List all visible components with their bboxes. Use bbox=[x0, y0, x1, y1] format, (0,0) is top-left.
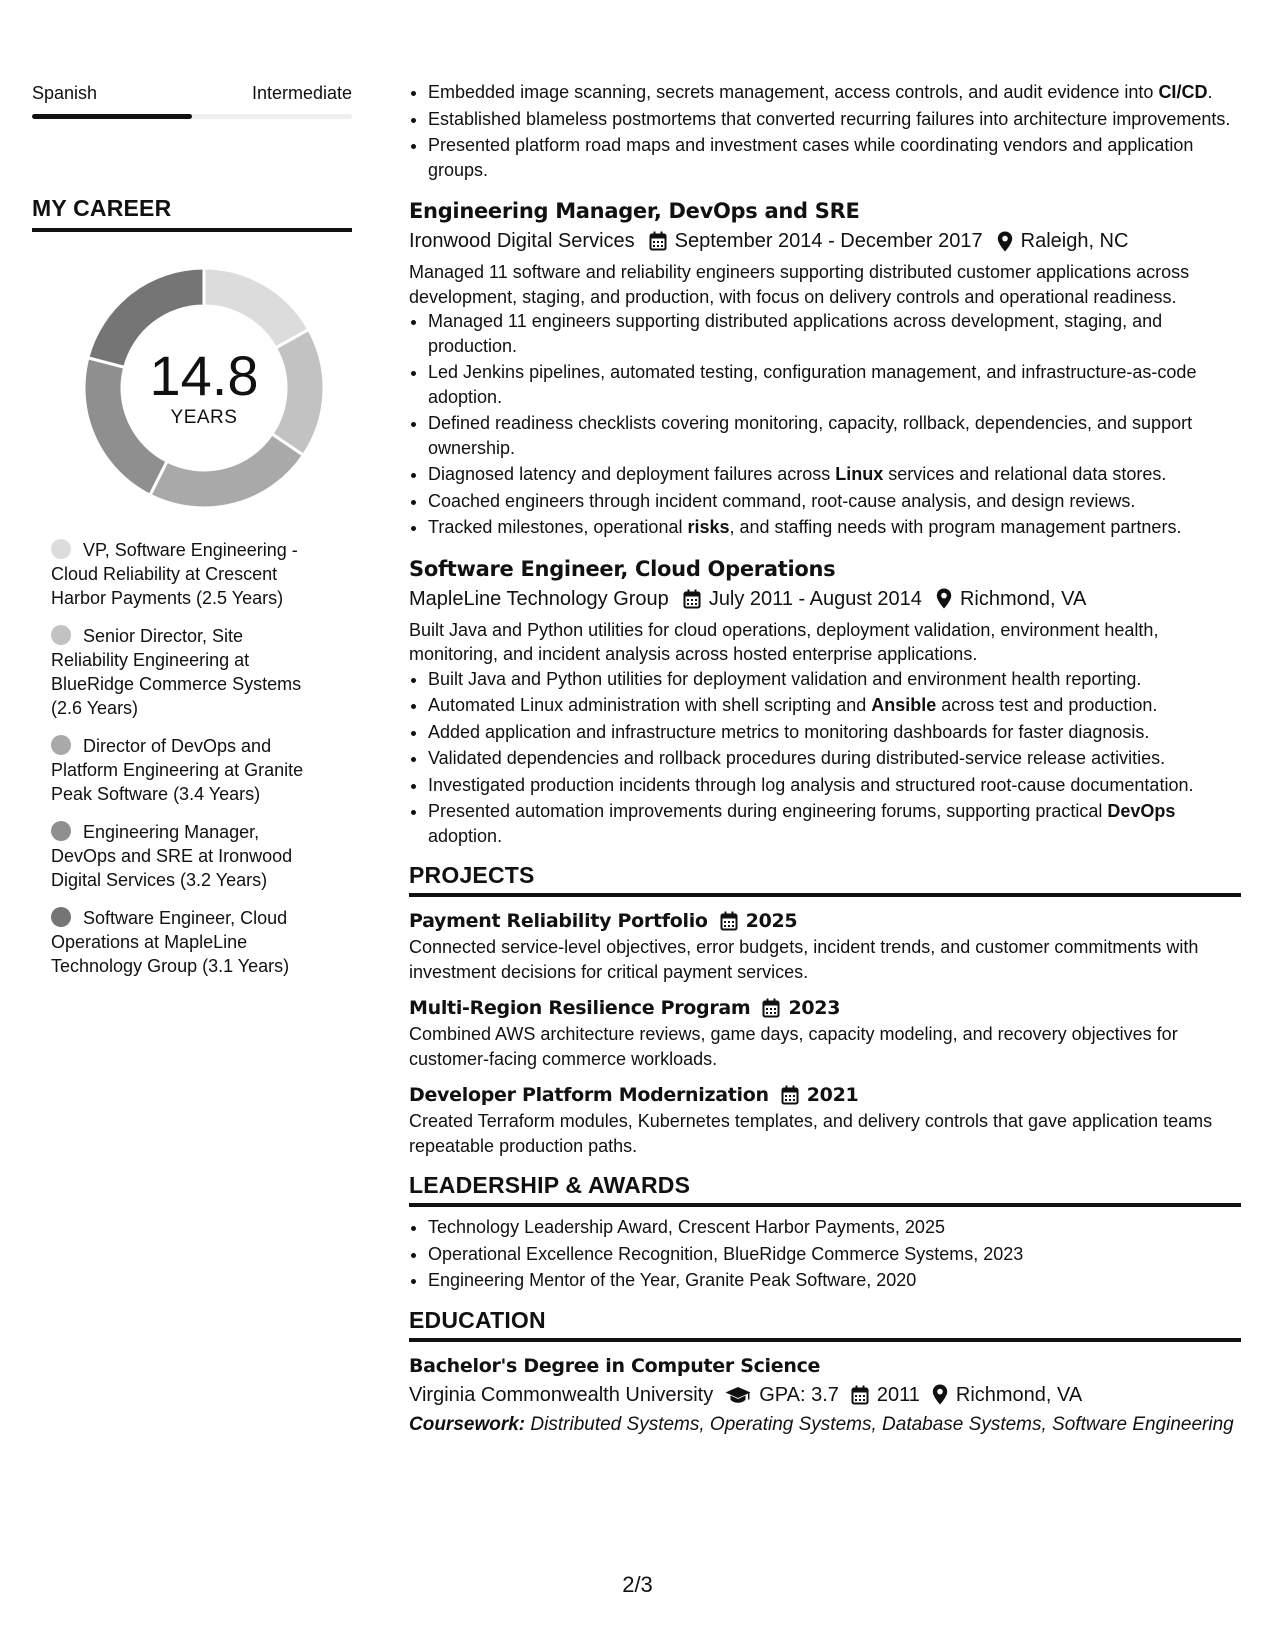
bullet-text: Investigated production incidents through log analysis and structured root-cause documentation. bbox=[428, 774, 1194, 795]
bullet-bold-text: DevOps bbox=[1107, 801, 1176, 821]
bullet-text: Defined readiness checklists covering monitoring, capacity, rollback, dependencies, and support ownership. bbox=[428, 413, 1193, 458]
education-location: Richmond, VA bbox=[955, 1383, 1083, 1406]
bullet-text: Validated dependencies and rollback procedures during distributed-service release activities. bbox=[428, 748, 1166, 768]
project-title-row bbox=[409, 994, 1241, 1022]
calendar-icon bbox=[649, 231, 667, 251]
coursework-label: Coursework: bbox=[409, 1413, 526, 1435]
job-bullets bbox=[409, 667, 1241, 849]
career-legend-item bbox=[51, 538, 321, 610]
career-total-value: 14.8 bbox=[149, 344, 259, 407]
bullet-item bbox=[428, 462, 1241, 487]
bullet-text-tail: across test and production. bbox=[936, 695, 1158, 715]
degree-title: Bachelor's Degree in Computer Science bbox=[409, 1354, 821, 1377]
project-year: 2025 bbox=[745, 910, 798, 932]
bullet-text: Presented automation improvements during engineering forums, supporting practical bbox=[428, 801, 1108, 821]
career-legend-label: Engineering Manager, DevOps and SRE at Ironwood Digital Services (3.2 Years) bbox=[51, 822, 293, 890]
prior-job-bullets bbox=[409, 80, 1241, 182]
project-year: 2023 bbox=[788, 997, 841, 1019]
bullet-text-tail: services and relational data stores. bbox=[883, 464, 1167, 484]
bullet-text: Embedded image scanning, secrets management, access controls, and audit evidence into bbox=[428, 82, 1159, 102]
career-legend-item bbox=[51, 820, 321, 892]
language-row bbox=[32, 80, 352, 106]
legend-dot bbox=[51, 735, 71, 755]
graduation-year: 2011 bbox=[876, 1383, 920, 1406]
legend-dot bbox=[51, 539, 71, 559]
bullet-item bbox=[428, 693, 1241, 718]
awards-heading: LEADERSHIP & AWARDS bbox=[409, 1172, 1241, 1207]
projects-heading: PROJECTS bbox=[409, 862, 1241, 897]
project-title: Developer Platform Modernization bbox=[409, 1084, 769, 1106]
project-title-row bbox=[409, 1081, 1241, 1109]
bullet-text: Built Java and Python utilities for deployment validation and environment health reporting. bbox=[428, 668, 1142, 689]
calendar-icon bbox=[762, 998, 780, 1018]
company-name: MapleLine Technology Group bbox=[409, 587, 669, 610]
bullet-text: Coached engineers through incident command, root-cause analysis, and design reviews. bbox=[428, 490, 1136, 511]
legend-dot bbox=[51, 821, 71, 841]
career-legend-item bbox=[51, 734, 321, 806]
bullet-text-tail: . bbox=[1207, 82, 1213, 102]
award-item: • Technology Leadership Award, Crescent Harbor Payments, 2025 bbox=[428, 1215, 1241, 1240]
bullet-bold-text: Ansible bbox=[871, 695, 937, 715]
legend-dot bbox=[51, 907, 71, 927]
job-meta bbox=[409, 226, 1241, 256]
bullet-text: Added application and infrastructure metrics to monitoring dashboards for faster diagnosis. bbox=[428, 721, 1150, 742]
career-heading: MY CAREER bbox=[32, 195, 352, 232]
bullet-text: Led Jenkins pipelines, automated testing, configuration management, and infrastructure-as-code adoption. bbox=[428, 362, 1197, 407]
job-entry bbox=[409, 196, 1241, 540]
career-total bbox=[84, 268, 324, 508]
language-level: Intermediate bbox=[251, 83, 352, 103]
map-pin-icon bbox=[997, 231, 1013, 252]
calendar-icon bbox=[851, 1385, 869, 1405]
bullet-item bbox=[428, 309, 1241, 358]
award-item: • Operational Excellence Recognition, BlueRidge Commerce Systems, 2023 bbox=[428, 1242, 1241, 1267]
graduation-cap-icon bbox=[725, 1386, 751, 1404]
calendar-icon bbox=[720, 911, 738, 931]
experience-list bbox=[409, 196, 1241, 848]
bullet-item bbox=[428, 133, 1241, 182]
career-legend-label: Software Engineer, Cloud Operations at MapleLine Technology Group (3.1 Years) bbox=[51, 908, 290, 976]
bullet-item bbox=[428, 515, 1241, 540]
sidebar bbox=[32, 80, 352, 992]
calendar-icon bbox=[683, 589, 701, 609]
job-dates: July 2011 - August 2014 bbox=[708, 587, 922, 610]
bullet-text: Established blameless postmortems that converted recurring failures into architecture improvements. bbox=[428, 108, 1231, 129]
education-meta bbox=[409, 1380, 1241, 1410]
job-meta bbox=[409, 584, 1241, 614]
project-title: Multi-Region Resilience Program bbox=[409, 997, 751, 1019]
bullet-bold-text: Linux bbox=[835, 464, 884, 484]
bullet-bold-text: CI/CD bbox=[1158, 82, 1208, 102]
bullet-text-tail: , and staffing needs with program management partners. bbox=[729, 517, 1182, 537]
bullet-item bbox=[428, 80, 1241, 105]
bullet-bold-text: risks bbox=[687, 517, 730, 537]
bullet-item bbox=[428, 107, 1241, 132]
project-description: Created Terraform modules, Kubernetes templates, and delivery controls that gave application teams repeatable production paths. bbox=[409, 1111, 1213, 1156]
job-bullets bbox=[409, 309, 1241, 540]
language-proficiency-bar bbox=[32, 114, 352, 119]
job-dates: September 2014 - December 2017 bbox=[674, 230, 983, 252]
job-summary: Managed 11 software and reliability engineers supporting distributed customer applications across development, staging, and production, with focus on delivery controls and operational readiness. bbox=[409, 262, 1190, 307]
job-title: Engineering Manager, DevOps and SRE bbox=[409, 199, 860, 223]
career-legend-label: Senior Director, Site Reliability Engineering at BlueRidge Commerce Systems (2.6 Years) bbox=[51, 626, 302, 718]
bullet-item bbox=[428, 667, 1241, 692]
job-title: Software Engineer, Cloud Operations bbox=[409, 556, 836, 581]
bullet-item bbox=[428, 411, 1241, 460]
language-name: Spanish bbox=[32, 83, 98, 103]
calendar-icon bbox=[781, 1085, 799, 1105]
career-total-unit: YEARS bbox=[170, 407, 238, 428]
page-number: 2/3 bbox=[622, 1572, 653, 1597]
job-location: Raleigh, NC bbox=[1020, 230, 1129, 252]
job-entry bbox=[409, 554, 1241, 849]
career-legend-item bbox=[51, 906, 321, 978]
job-summary: Built Java and Python utilities for cloud operations, deployment validation, environment health, monitoring, and incident analysis across hosted enterprise applications. bbox=[409, 619, 1159, 664]
education-heading: EDUCATION bbox=[409, 1307, 1241, 1342]
project-title: Payment Reliability Portfolio bbox=[409, 910, 708, 932]
legend-dot bbox=[51, 625, 71, 645]
bullet-item bbox=[428, 799, 1241, 848]
bullet-text: Presented platform road maps and investment cases while coordinating vendors and application groups. bbox=[428, 135, 1194, 180]
project-title-row bbox=[409, 907, 1241, 935]
career-donut-chart bbox=[84, 268, 324, 508]
coursework-list: Distributed Systems, Operating Systems, Database Systems, Software Engineering bbox=[530, 1413, 1234, 1435]
job-location: Richmond, VA bbox=[959, 587, 1087, 610]
project-description: Connected service-level objectives, error budgets, incident trends, and customer commitments with investment decisions for critical payment services. bbox=[409, 937, 1199, 982]
award-item: • Engineering Mentor of the Year, Granite Peak Software, 2020 bbox=[428, 1268, 1241, 1293]
career-legend-label: Director of DevOps and Platform Engineering at Granite Peak Software (3.4 Years) bbox=[51, 736, 304, 804]
bullet-item bbox=[428, 489, 1241, 514]
career-legend bbox=[51, 538, 352, 978]
gpa: GPA: 3.7 bbox=[759, 1383, 839, 1406]
bullet-text-tail: adoption. bbox=[428, 825, 503, 846]
language-proficiency-fill bbox=[32, 114, 192, 119]
project-description: Combined AWS architecture reviews, game days, capacity modeling, and recovery objectives for customer-facing commerce workloads. bbox=[409, 1024, 1178, 1069]
bullet-text: Automated Linux administration with shell scripting and bbox=[428, 695, 872, 715]
map-pin-icon bbox=[936, 588, 952, 609]
bullet-text: Tracked milestones, operational bbox=[428, 517, 688, 537]
career-legend-label: VP, Software Engineering - Cloud Reliability at Crescent Harbor Payments (2.5 Years) bbox=[51, 540, 298, 608]
career-legend-item bbox=[51, 624, 321, 720]
awards-list bbox=[409, 1215, 1241, 1293]
bullet-item bbox=[428, 773, 1241, 798]
bullet-item bbox=[428, 360, 1241, 409]
bullet-text: Managed 11 engineers supporting distributed applications across development, staging, and production. bbox=[428, 311, 1163, 356]
school-name: Virginia Commonwealth University bbox=[409, 1383, 714, 1406]
bullet-item bbox=[428, 746, 1241, 771]
company-name: Ironwood Digital Services bbox=[409, 230, 635, 252]
map-pin-icon bbox=[932, 1384, 948, 1405]
bullet-text: Diagnosed latency and deployment failures across bbox=[428, 464, 836, 484]
main-content bbox=[409, 80, 1241, 1437]
bullet-item bbox=[428, 720, 1241, 745]
projects-list bbox=[409, 907, 1241, 1158]
project-year: 2021 bbox=[806, 1084, 859, 1106]
coursework bbox=[409, 1412, 1241, 1437]
